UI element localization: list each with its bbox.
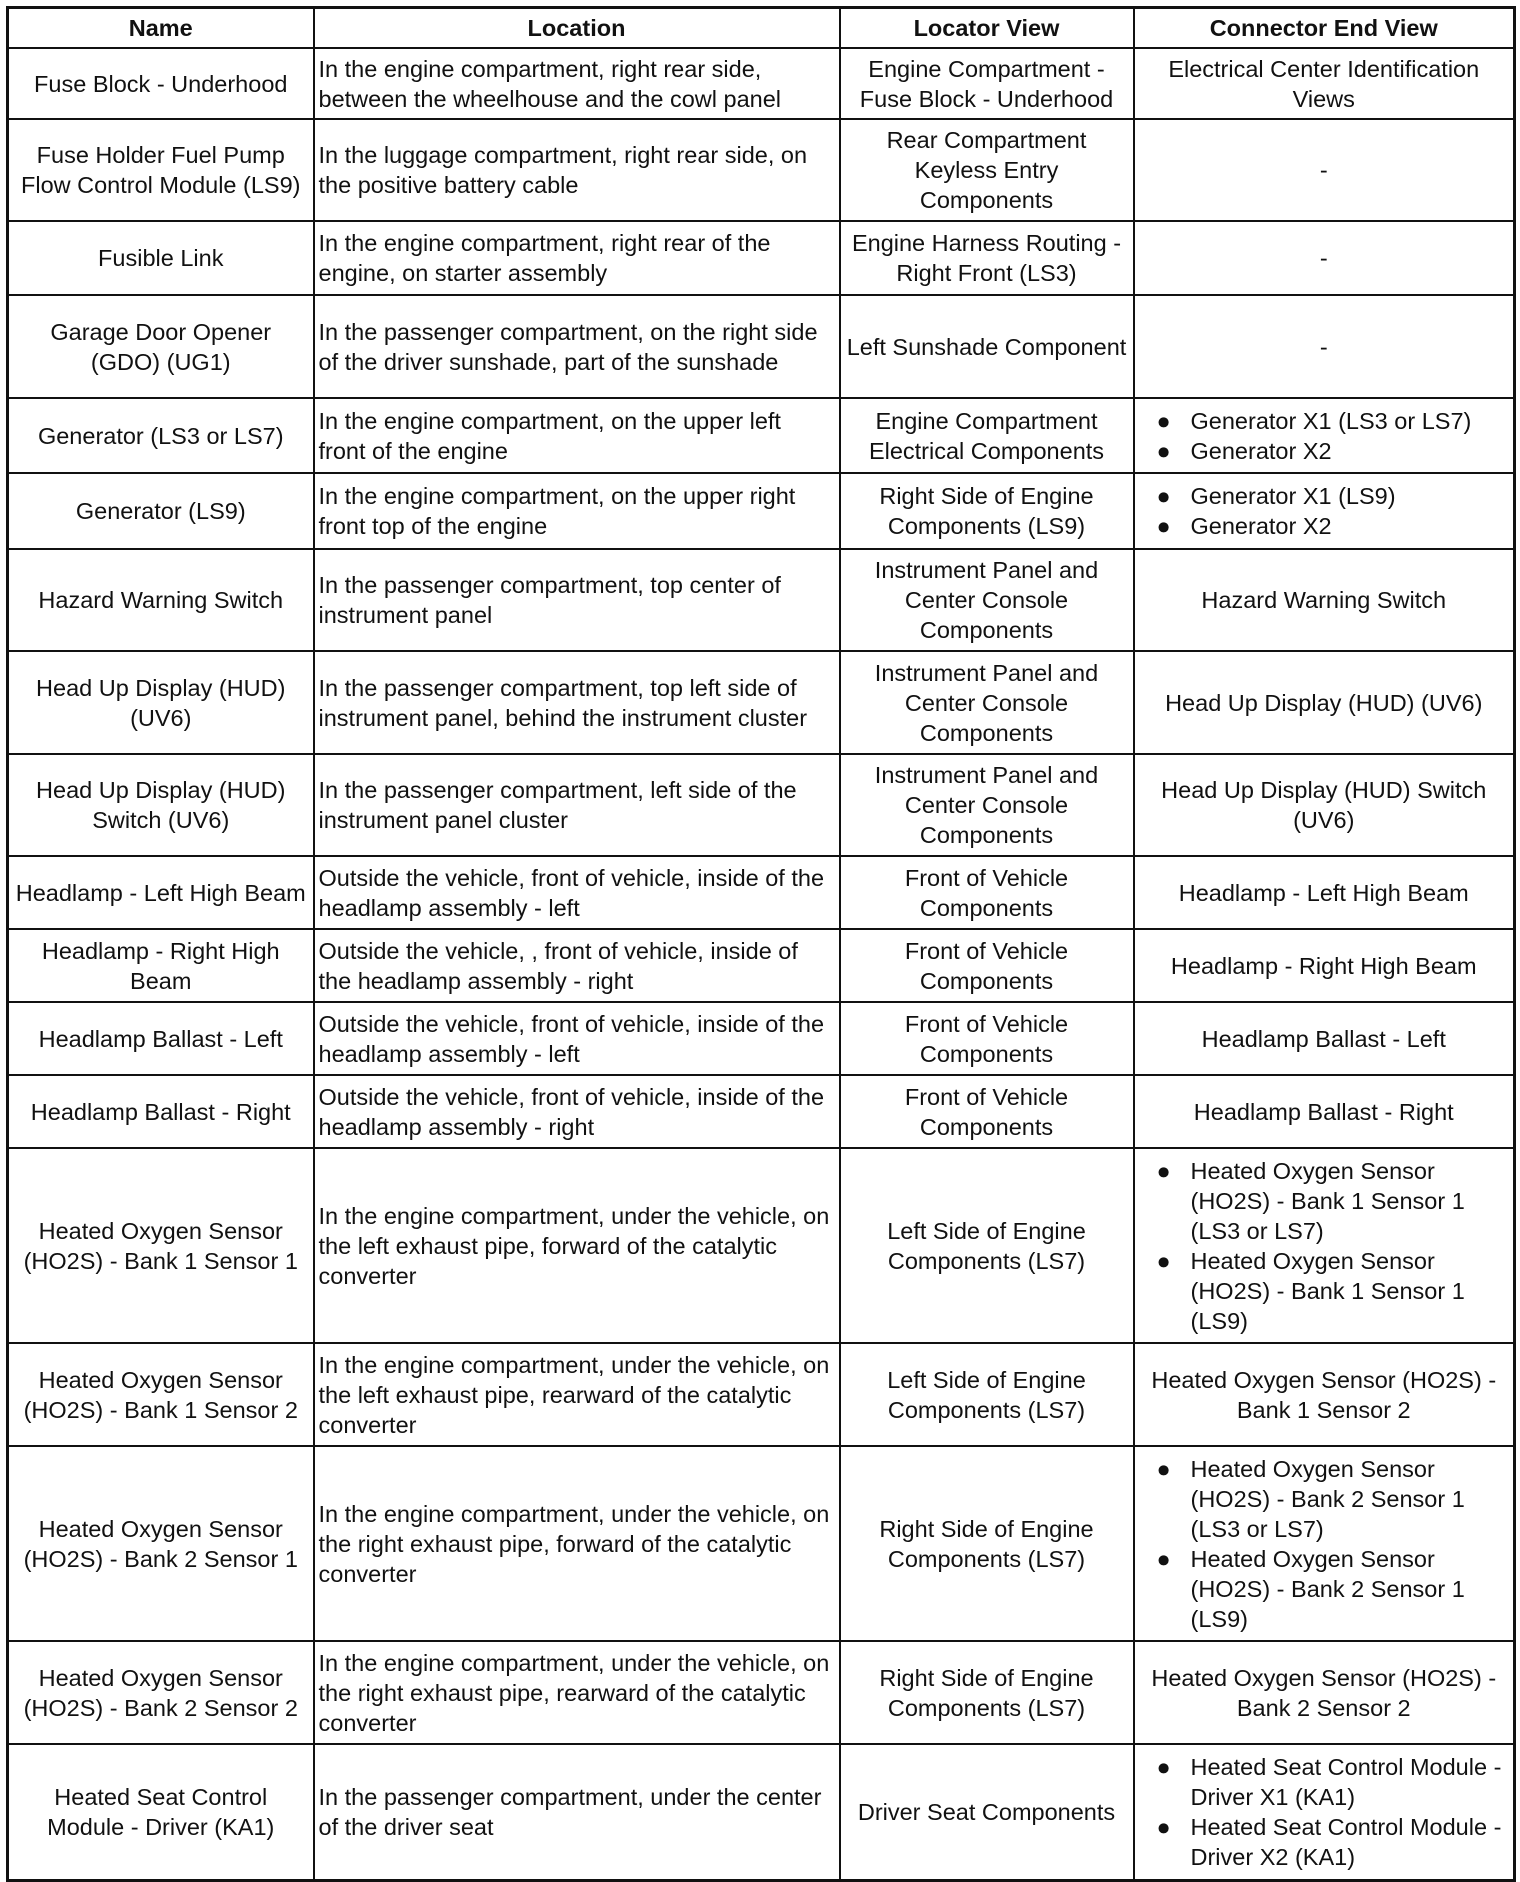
cell-name: Hazard Warning Switch xyxy=(8,549,314,651)
connector-list-item xyxy=(1157,1752,1508,1812)
table-row xyxy=(8,398,1515,473)
cell-location: Outside the vehicle, front of vehicle, inside of the headlamp assembly - right xyxy=(314,1075,840,1148)
cell-name: Heated Oxygen Sensor (HO2S) - Bank 2 Sensor 2 xyxy=(8,1641,314,1744)
cell-connector-end-view xyxy=(1134,398,1515,473)
cell-name: Fuse Holder Fuel Pump Flow Control Module (LS9) xyxy=(8,119,314,221)
cell-locator-view: Left Side of Engine Components (LS7) xyxy=(840,1148,1134,1343)
header-name: Name xyxy=(8,8,314,49)
connector-list xyxy=(1157,1156,1508,1336)
cell-locator-view: Right Side of Engine Components (LS7) xyxy=(840,1641,1134,1744)
cell-location: Outside the vehicle, , front of vehicle, inside of the headlamp assembly - right xyxy=(314,929,840,1002)
cell-connector-end-view: Head Up Display (HUD) Switch (UV6) xyxy=(1134,754,1515,856)
connector-label: Generator X2 xyxy=(1190,513,1332,539)
connector-list-item xyxy=(1157,511,1508,541)
bullet-icon: ● xyxy=(1156,483,1171,509)
component-locator-table xyxy=(6,6,1516,1882)
cell-location: Outside the vehicle, front of vehicle, inside of the headlamp assembly - left xyxy=(314,856,840,929)
cell-connector-end-view: Head Up Display (HUD) (UV6) xyxy=(1134,651,1515,754)
connector-list xyxy=(1157,406,1508,466)
cell-location: In the passenger compartment, left side of the instrument panel cluster xyxy=(314,754,840,856)
bullet-icon: ● xyxy=(1156,1545,1171,1572)
cell-name: Fusible Link xyxy=(8,221,314,295)
bullet-icon: ● xyxy=(1156,1247,1171,1274)
cell-location: In the engine compartment, under the vehicle, on the right exhaust pipe, rearward of the catalytic converter xyxy=(314,1641,840,1744)
cell-name: Generator (LS3 or LS7) xyxy=(8,398,314,473)
bullet-icon: ● xyxy=(1156,1753,1171,1780)
cell-locator-view: Right Side of Engine Components (LS7) xyxy=(840,1446,1134,1641)
connector-list xyxy=(1157,481,1508,541)
table-row xyxy=(8,221,1515,295)
connector-label: Generator X1 (LS9) xyxy=(1190,483,1396,509)
cell-locator-view: Instrument Panel and Center Console Components xyxy=(840,549,1134,651)
connector-label: Heated Oxygen Sensor (HO2S) - Bank 1 Sensor 1 (LS9) xyxy=(1190,1247,1465,1334)
cell-connector-end-view xyxy=(1134,1446,1515,1641)
connector-list-item xyxy=(1157,406,1508,436)
connector-list-item xyxy=(1157,481,1508,511)
connector-list-item xyxy=(1157,1246,1508,1336)
cell-connector-end-view xyxy=(1134,1744,1515,1880)
table-row xyxy=(8,1343,1515,1446)
connector-list xyxy=(1157,1752,1508,1872)
connector-list-item xyxy=(1157,436,1508,466)
cell-locator-view: Engine Harness Routing - Right Front (LS3) xyxy=(840,221,1134,295)
table-header-row xyxy=(8,8,1515,49)
cell-location: In the luggage compartment, right rear side, on the positive battery cable xyxy=(314,119,840,221)
connector-list-item xyxy=(1157,1454,1508,1544)
bullet-icon: ● xyxy=(1156,437,1171,464)
cell-locator-view: Engine Compartment Electrical Components xyxy=(840,398,1134,473)
table-row xyxy=(8,119,1515,221)
cell-connector-end-view: Heated Oxygen Sensor (HO2S) - Bank 2 Sensor 2 xyxy=(1134,1641,1515,1744)
cell-location: In the engine compartment, on the upper right front top of the engine xyxy=(314,473,840,549)
cell-name: Fuse Block - Underhood xyxy=(8,48,314,119)
cell-name: Generator (LS9) xyxy=(8,473,314,549)
bullet-icon: ● xyxy=(1156,513,1171,539)
connector-label: Heated Oxygen Sensor (HO2S) - Bank 2 Sensor 1 (LS9) xyxy=(1190,1545,1465,1632)
cell-locator-view: Front of Vehicle Components xyxy=(840,929,1134,1002)
cell-location: In the passenger compartment, top center of instrument panel xyxy=(314,549,840,651)
cell-connector-end-view: Hazard Warning Switch xyxy=(1134,549,1515,651)
cell-location: In the passenger compartment, under the center of the driver seat xyxy=(314,1744,840,1880)
table-row xyxy=(8,295,1515,398)
table-row xyxy=(8,1744,1515,1880)
cell-connector-end-view: - xyxy=(1134,119,1515,221)
connector-label: Heated Oxygen Sensor (HO2S) - Bank 2 Sensor 1 (LS3 or LS7) xyxy=(1190,1455,1465,1542)
table-row xyxy=(8,1446,1515,1641)
cell-locator-view: Left Sunshade Component xyxy=(840,295,1134,398)
cell-name: Headlamp Ballast - Right xyxy=(8,1075,314,1148)
header-connector-end-view: Connector End View xyxy=(1134,8,1515,49)
cell-name: Garage Door Opener (GDO) (UG1) xyxy=(8,295,314,398)
cell-connector-end-view xyxy=(1134,473,1515,549)
cell-locator-view: Front of Vehicle Components xyxy=(840,1075,1134,1148)
cell-connector-end-view: - xyxy=(1134,221,1515,295)
connector-list-item xyxy=(1157,1812,1508,1872)
cell-name: Headlamp Ballast - Left xyxy=(8,1002,314,1075)
table-body xyxy=(8,48,1515,1880)
cell-location: In the engine compartment, under the vehicle, on the left exhaust pipe, forward of the catalytic converter xyxy=(314,1148,840,1343)
cell-name: Heated Oxygen Sensor (HO2S) - Bank 2 Sensor 1 xyxy=(8,1446,314,1641)
bullet-icon: ● xyxy=(1156,407,1171,434)
cell-locator-view: Driver Seat Components xyxy=(840,1744,1134,1880)
cell-locator-view: Instrument Panel and Center Console Components xyxy=(840,754,1134,856)
table-row xyxy=(8,1148,1515,1343)
cell-locator-view: Instrument Panel and Center Console Components xyxy=(840,651,1134,754)
connector-list-item xyxy=(1157,1544,1508,1634)
table-row xyxy=(8,856,1515,929)
cell-name: Heated Oxygen Sensor (HO2S) - Bank 1 Sensor 1 xyxy=(8,1148,314,1343)
header-location: Location xyxy=(314,8,840,49)
connector-label: Generator X2 xyxy=(1190,437,1332,464)
cell-location: In the passenger compartment, on the right side of the driver sunshade, part of the sunshade xyxy=(314,295,840,398)
cell-location: In the engine compartment, right rear side, between the wheelhouse and the cowl panel xyxy=(314,48,840,119)
connector-label: Heated Oxygen Sensor (HO2S) - Bank 1 Sensor 1 (LS3 or LS7) xyxy=(1190,1157,1465,1244)
cell-locator-view: Front of Vehicle Components xyxy=(840,856,1134,929)
table-row xyxy=(8,48,1515,119)
cell-name: Heated Seat Control Module - Driver (KA1) xyxy=(8,1744,314,1880)
cell-locator-view: Engine Compartment - Fuse Block - Underhood xyxy=(840,48,1134,119)
table-row xyxy=(8,473,1515,549)
cell-connector-end-view: Headlamp - Left High Beam xyxy=(1134,856,1515,929)
cell-connector-end-view: Electrical Center Identification Views xyxy=(1134,48,1515,119)
cell-connector-end-view: Headlamp Ballast - Left xyxy=(1134,1002,1515,1075)
table-row xyxy=(8,1002,1515,1075)
cell-connector-end-view: Headlamp - Right High Beam xyxy=(1134,929,1515,1002)
cell-name: Heated Oxygen Sensor (HO2S) - Bank 1 Sensor 2 xyxy=(8,1343,314,1446)
cell-location: In the engine compartment, under the vehicle, on the right exhaust pipe, forward of the catalytic converter xyxy=(314,1446,840,1641)
connector-label: Generator X1 (LS3 or LS7) xyxy=(1190,407,1472,434)
cell-connector-end-view xyxy=(1134,1148,1515,1343)
bullet-icon: ● xyxy=(1156,1455,1171,1482)
cell-name: Head Up Display (HUD) Switch (UV6) xyxy=(8,754,314,856)
cell-location: In the engine compartment, on the upper left front of the engine xyxy=(314,398,840,473)
cell-locator-view: Right Side of Engine Components (LS9) xyxy=(840,473,1134,549)
bullet-icon: ● xyxy=(1156,1813,1171,1840)
connector-list xyxy=(1157,1454,1508,1634)
cell-name: Headlamp - Left High Beam xyxy=(8,856,314,929)
cell-connector-end-view: Heated Oxygen Sensor (HO2S) - Bank 1 Sensor 2 xyxy=(1134,1343,1515,1446)
cell-name: Headlamp - Right High Beam xyxy=(8,929,314,1002)
cell-locator-view: Front of Vehicle Components xyxy=(840,1002,1134,1075)
connector-list-item xyxy=(1157,1156,1508,1246)
cell-location: In the engine compartment, under the vehicle, on the left exhaust pipe, rearward of the catalytic converter xyxy=(314,1343,840,1446)
cell-connector-end-view: Headlamp Ballast - Right xyxy=(1134,1075,1515,1148)
cell-name: Head Up Display (HUD) (UV6) xyxy=(8,651,314,754)
cell-locator-view: Rear Compartment Keyless Entry Components xyxy=(840,119,1134,221)
cell-location: Outside the vehicle, front of vehicle, inside of the headlamp assembly - left xyxy=(314,1002,840,1075)
bullet-icon: ● xyxy=(1156,1157,1171,1184)
cell-location: In the engine compartment, right rear of the engine, on starter assembly xyxy=(314,221,840,295)
cell-location: In the passenger compartment, top left side of instrument panel, behind the instrument cluster xyxy=(314,651,840,754)
table-row xyxy=(8,754,1515,856)
connector-label: Heated Seat Control Module - Driver X1 (KA1) xyxy=(1190,1753,1502,1810)
table-row xyxy=(8,929,1515,1002)
cell-locator-view: Left Side of Engine Components (LS7) xyxy=(840,1343,1134,1446)
cell-connector-end-view: - xyxy=(1134,295,1515,398)
connector-label: Heated Seat Control Module - Driver X2 (KA1) xyxy=(1190,1813,1502,1870)
table-row xyxy=(8,549,1515,651)
table-row xyxy=(8,1075,1515,1148)
table-row xyxy=(8,1641,1515,1744)
header-locator-view: Locator View xyxy=(840,8,1134,49)
table-row xyxy=(8,651,1515,754)
